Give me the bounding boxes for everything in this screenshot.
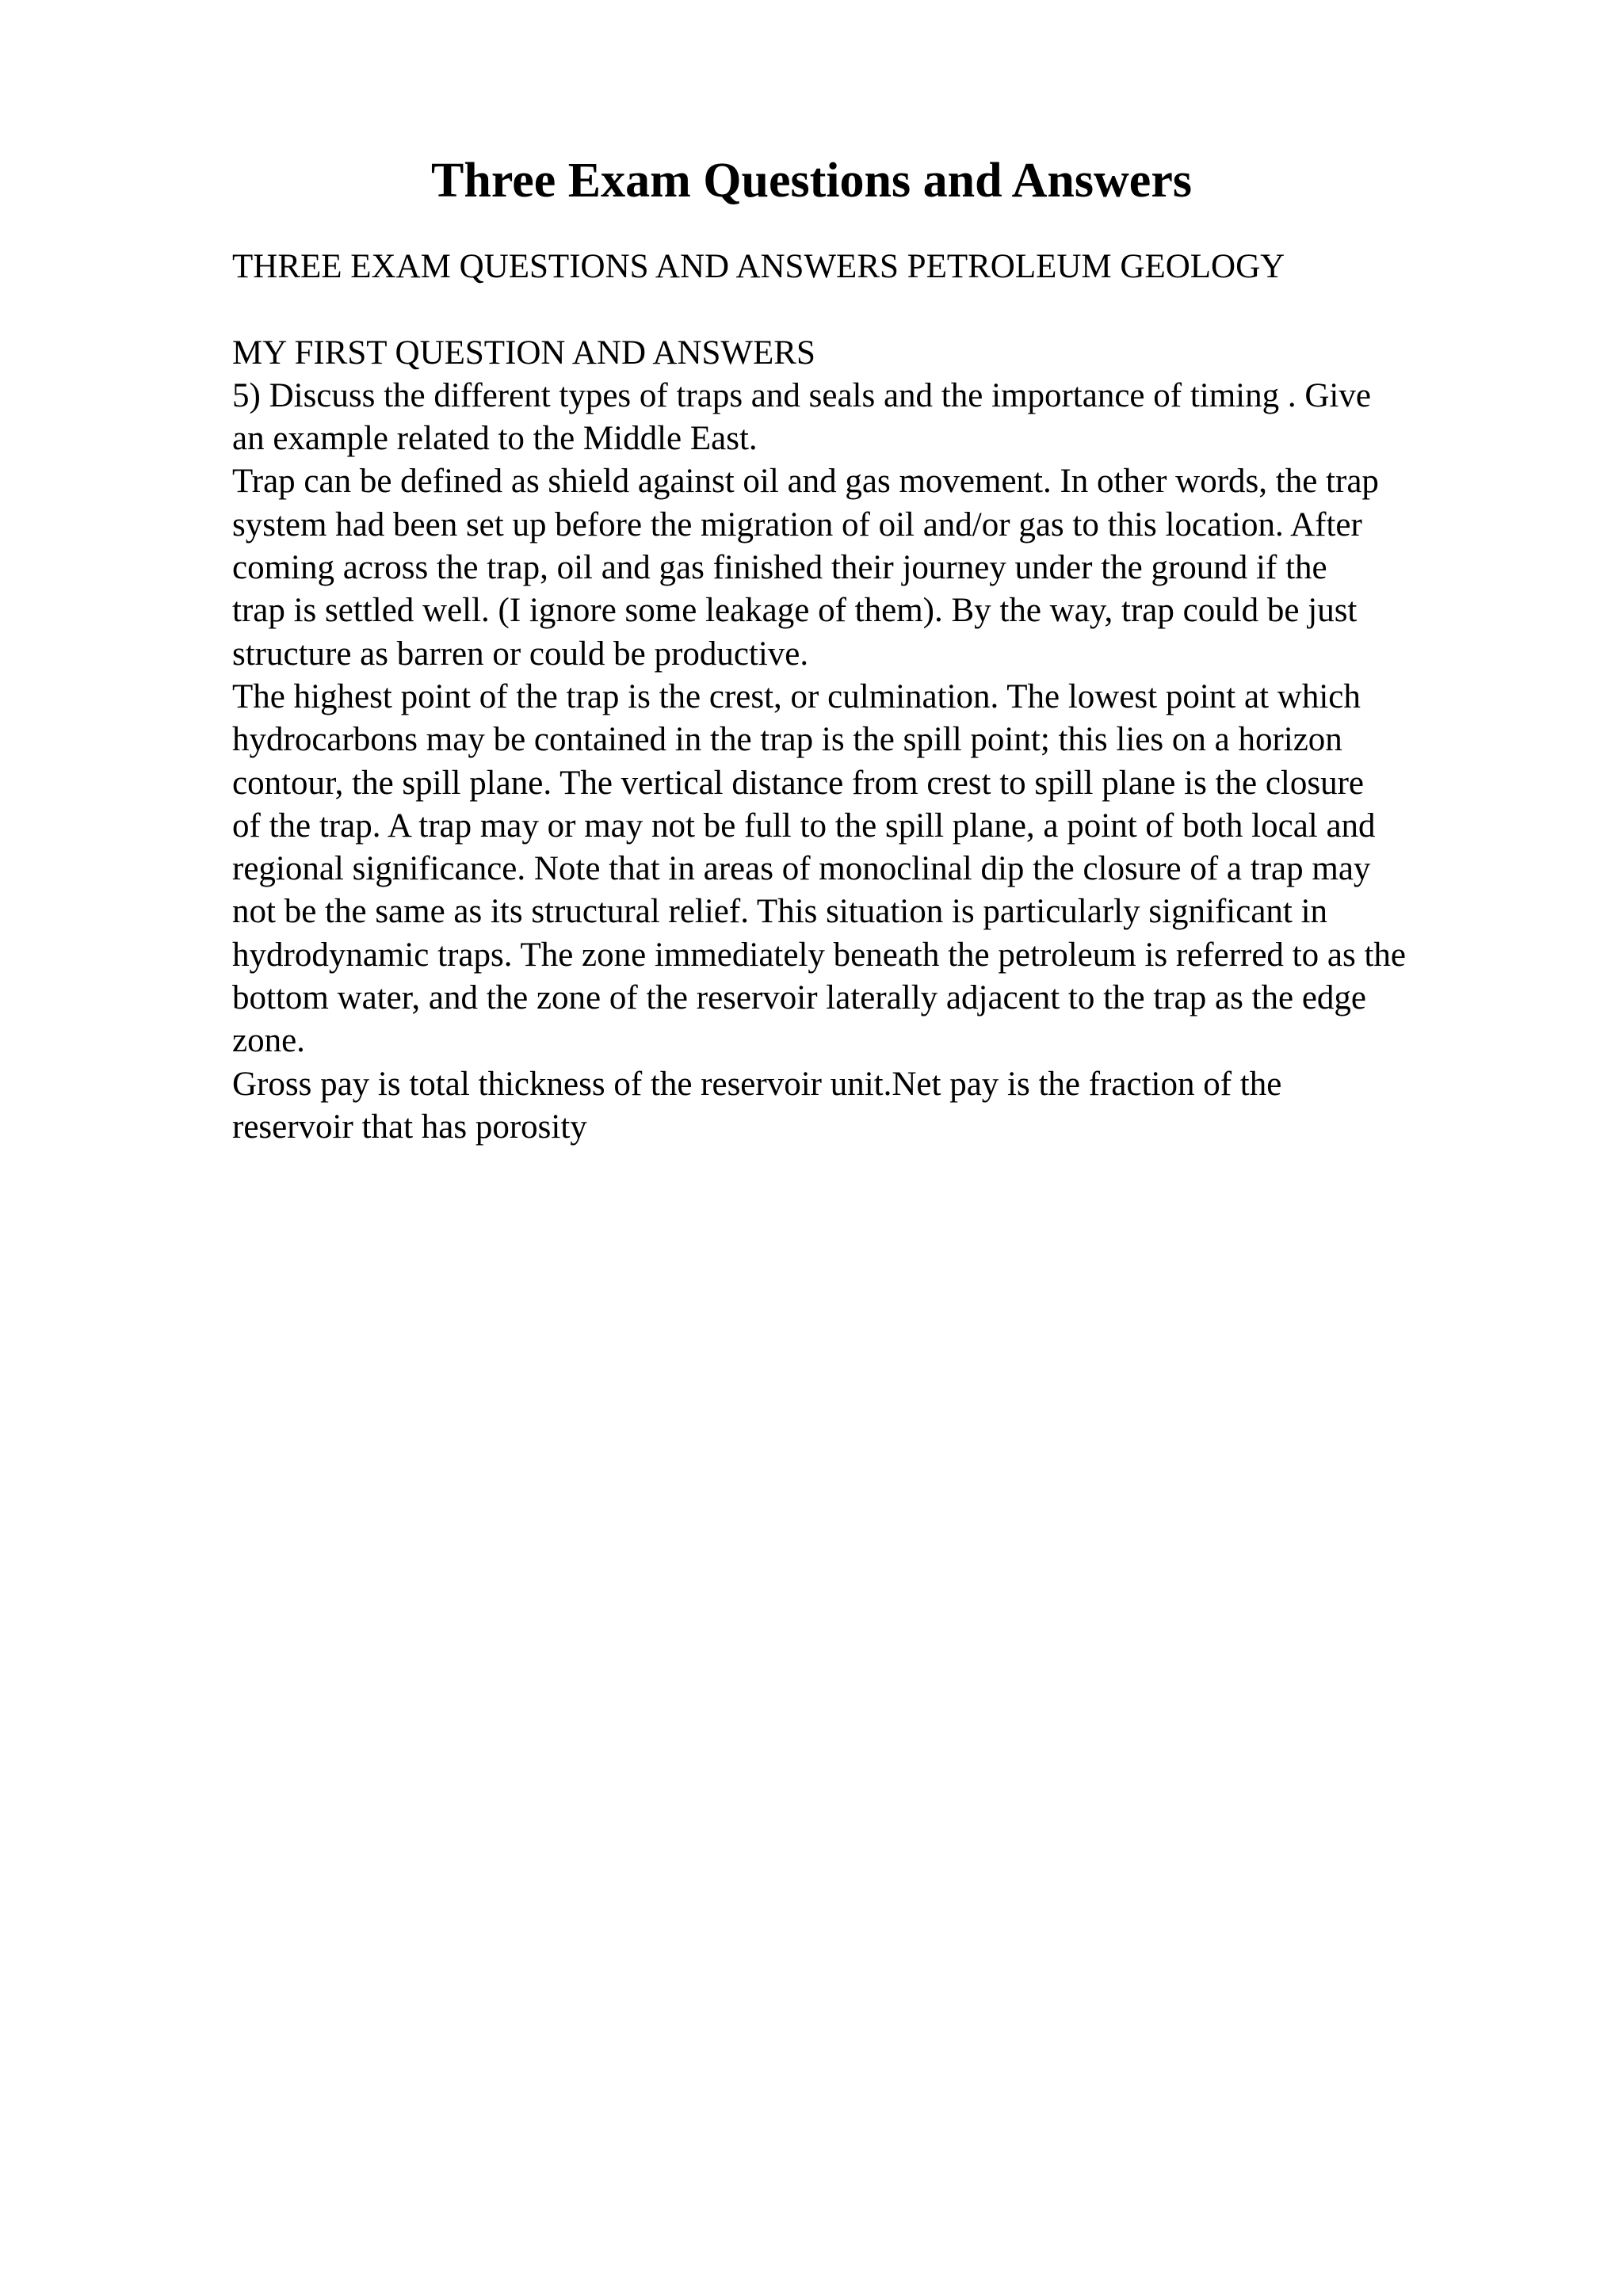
answer-line: trap is settled well. (I ignore some leakage of them). By the way, trap could be just <box>232 592 1358 630</box>
answer-line: not be the same as its structural relief. This situation is particularly significant in <box>232 893 1328 931</box>
answer-line: regional significance. Note that in areas of monoclinal dip the closure of a trap may <box>232 850 1371 888</box>
answer-line: hydrodynamic traps. The zone immediately beneath the petroleum is referred to as the <box>232 936 1406 974</box>
answer-line: reservoir that has porosity <box>232 1108 587 1146</box>
answer-line: Gross pay is total thickness of the reservoir unit.Net pay is the fraction of the <box>232 1065 1282 1103</box>
answer-line: structure as barren or could be productive. <box>232 635 809 673</box>
document-body <box>232 246 1532 1149</box>
question-line: an example related to the Middle East. <box>232 420 758 458</box>
answer-line: Trap can be defined as shield against oil and gas movement. In other words, the trap <box>232 463 1379 501</box>
answer-line: The highest point of the trap is the crest, or culmination. The lowest point at which <box>232 677 1361 715</box>
answer-line: system had been set up before the migration of oil and/or gas to this location. After <box>232 505 1362 543</box>
answer-line: zone. <box>232 1022 305 1060</box>
answer-line: of the trap. A trap may or may not be full to the spill plane, a point of both local and <box>232 807 1376 845</box>
answer-line: bottom water, and the zone of the reservoir laterally adjacent to the trap as the edge <box>232 979 1367 1017</box>
section-heading: MY FIRST QUESTION AND ANSWERS <box>232 334 815 372</box>
document-title: Three Exam Questions and Answers <box>431 154 1192 208</box>
answer-line: coming across the trap, oil and gas finished their journey under the ground if the <box>232 549 1327 587</box>
answer-line: hydrocarbons may be contained in the trap is the spill point; this lies on a horizon <box>232 721 1342 759</box>
blank-line <box>232 288 1532 331</box>
answer-line: contour, the spill plane. The vertical distance from crest to spill plane is the closure <box>232 764 1365 802</box>
subject-heading: THREE EXAM QUESTIONS AND ANSWERS PETROLEUM GEOLOGY <box>232 248 1285 285</box>
question-line: 5) Discuss the different types of traps and seals and the importance of timing . Give <box>232 376 1371 414</box>
